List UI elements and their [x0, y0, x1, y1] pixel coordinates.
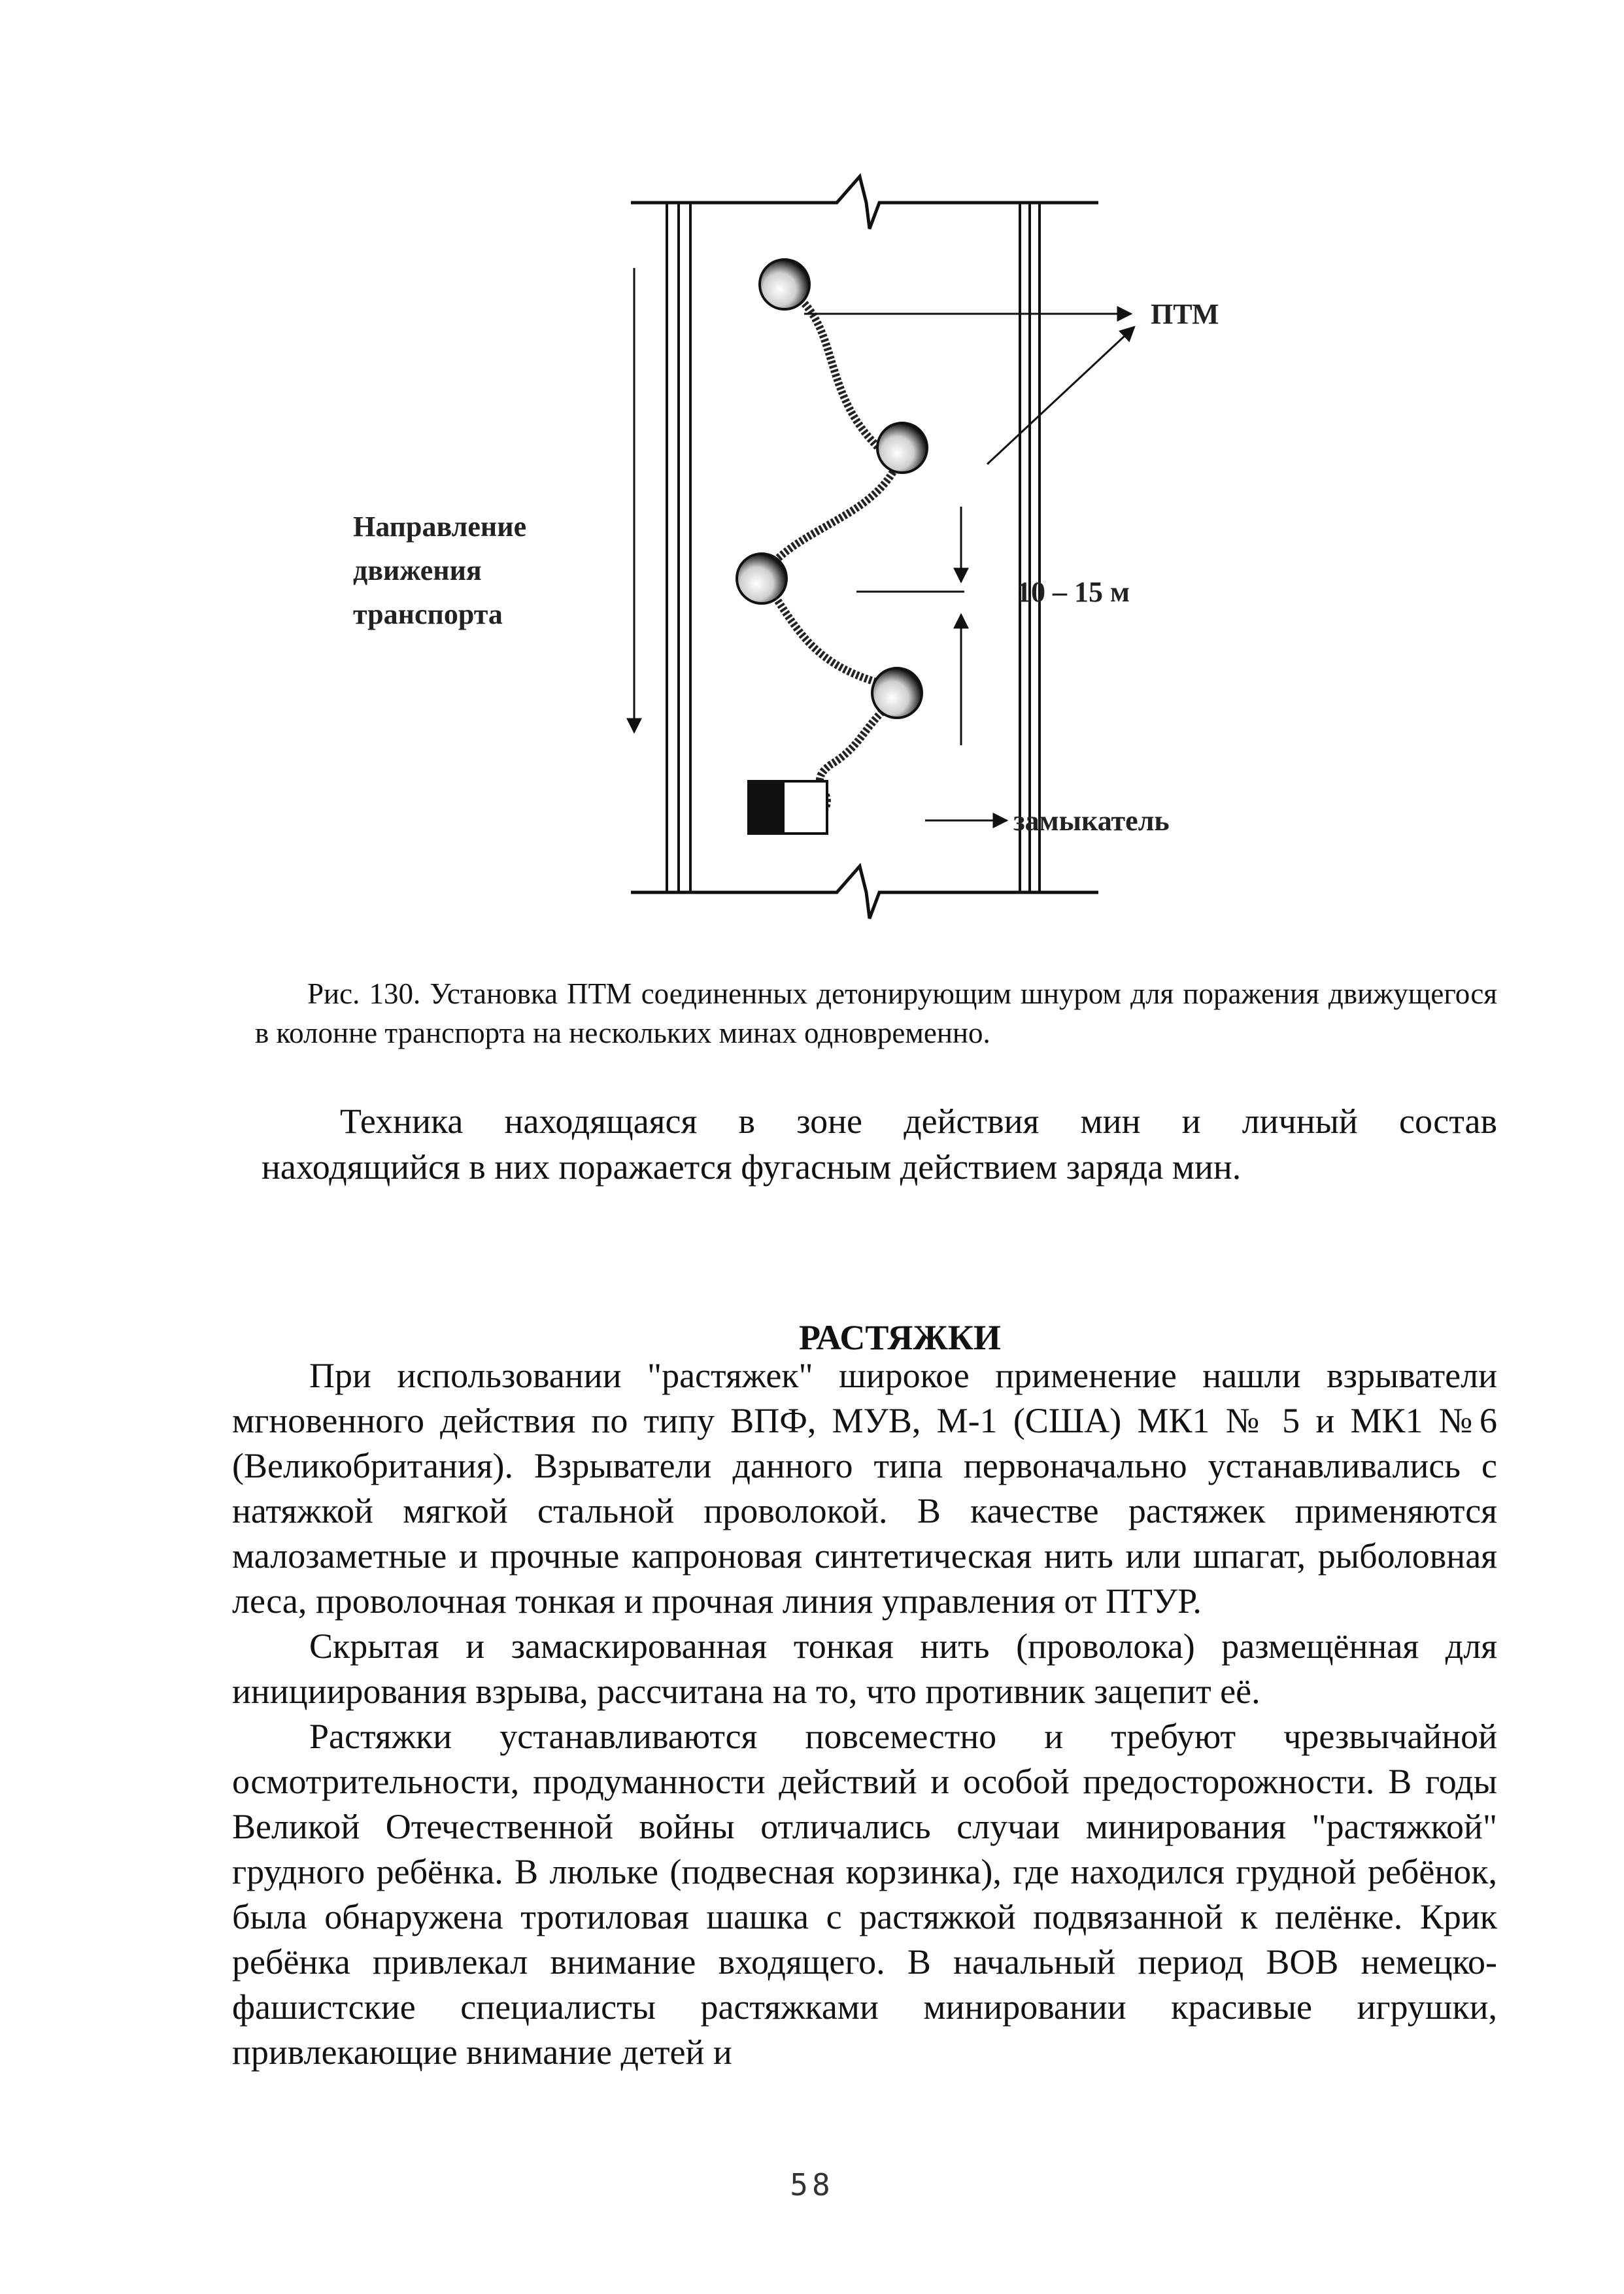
mines: [737, 260, 927, 718]
road-left-lines: [667, 203, 690, 892]
label-distance: 10 – 15 м: [1017, 576, 1130, 608]
detonating-cord: [765, 294, 902, 811]
paragraph-1: При использовании "растяжек" широкое применение нашли взрыватели мгновенного действия по типу ВПФ, МУВ, М-1 (США) МК1 № 5 и МК1 №6 (Великобритания). Взрыватели данного типа первоначально устанавливались с натяжкой мягкой стальной проволокой. В качестве растяжек применяются малозаметные и прочные капроновая синтетическая нить или шпагат, рыболовная леса, проволочная тонкая и прочная линия управления от ПТУР.: [232, 1356, 1497, 1621]
road-right-lines: [1020, 203, 1040, 892]
mine-4: [872, 668, 922, 718]
mine-3: [737, 554, 787, 603]
page-number: 58: [790, 2167, 834, 2202]
label-direction: Направление движения транспорта: [353, 511, 527, 630]
body-text: [232, 1353, 1497, 2075]
mine-layout-diagram: [327, 157, 1308, 941]
lead-line-2: находящийся в них поражается фугасным действием заряда мин.: [262, 1147, 1242, 1187]
closer-box: [749, 781, 827, 834]
lead-line-1: Техника находящаяся в зоне действия мин и личный состав: [340, 1102, 1497, 1141]
mine-2: [877, 423, 927, 473]
figure-caption: [255, 974, 1497, 1053]
lead-paragraph: [255, 1098, 1497, 1190]
section-heading: РАСТЯЖКИ: [799, 1318, 1001, 1357]
label-closer: замыкатель: [1013, 805, 1170, 837]
paragraph-3: Растяжки устанавливаются повсеместно и требуют чрезвычайной осмотрительности, продуманности действий и особой предосторожности. В годы Великой Отечественной войны отличались случаи минирования "растяжкой" грудного ребёнка. В люльке (подвесная корзинка), где находился грудной ребёнок, была обнаружена тротиловая шашка с растяжкой подвязанной к пелёнке. Крик ребёнка привлекал внимание входящего. В начальный период ВОВ немецко-фашистские специалисты растяжками минировании красивые игрушки, привлекающие внимание детей и: [232, 1717, 1497, 2072]
caption-text: Рис. 130. Установка ПТМ соединенных детонирующим шнуром для поражения движущегося в колонне транспорта на нескольких минах одновременно.: [255, 977, 1497, 1049]
paragraph-2: Скрытая и замаскированная тонкая нить (проволока) размещённая для инициирования взрыва, рассчитана на то, что противник зацепит её.: [232, 1627, 1497, 1711]
mine-1: [760, 260, 809, 309]
label-mine: ПТМ: [1151, 298, 1219, 330]
